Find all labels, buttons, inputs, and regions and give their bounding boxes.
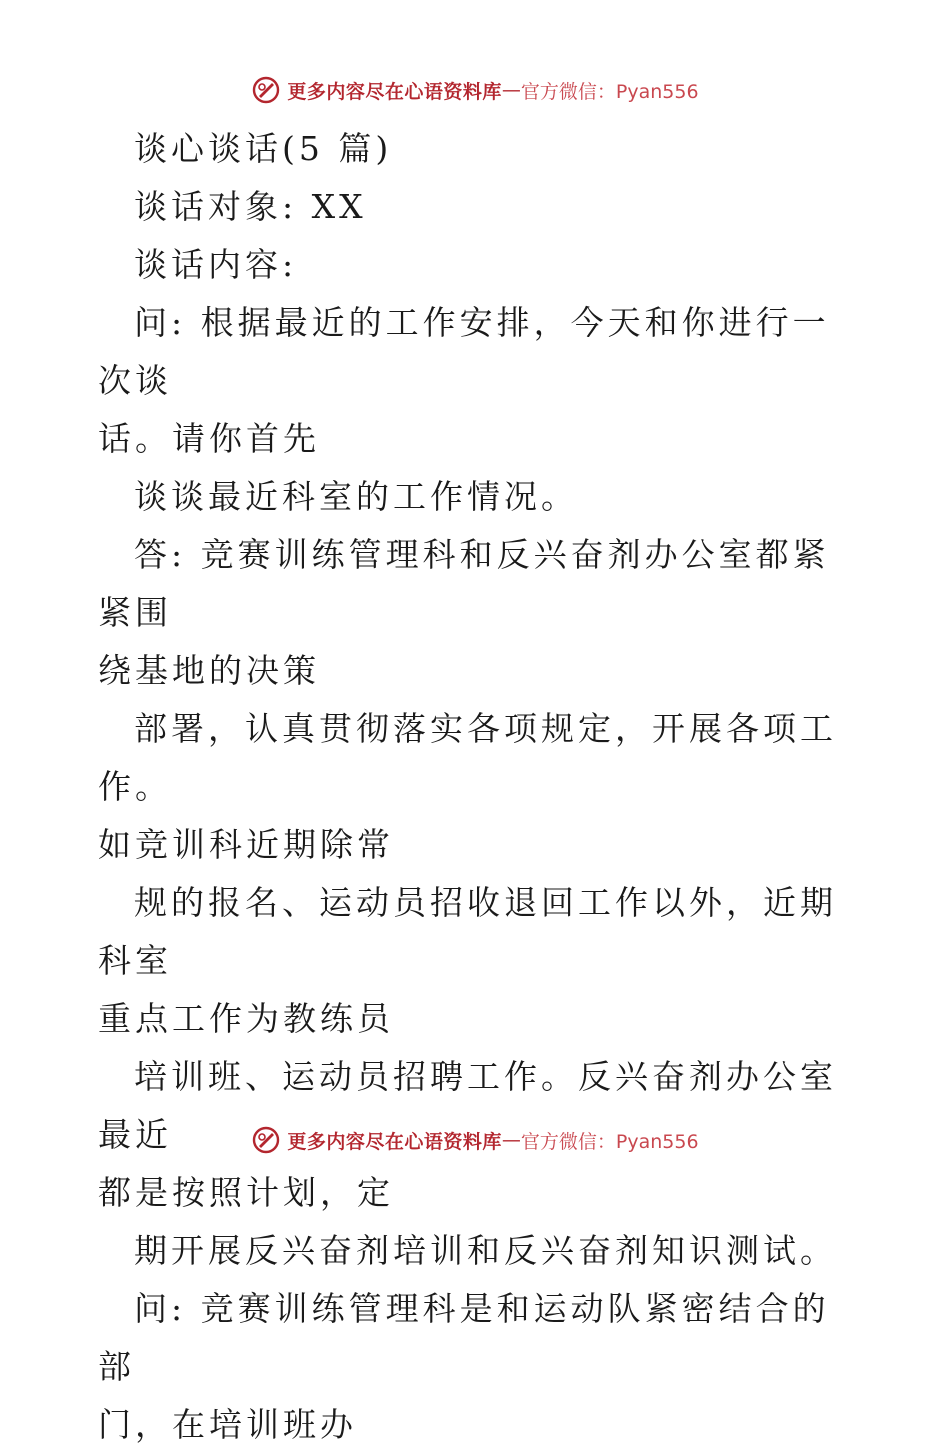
banner-dash: — xyxy=(501,79,521,101)
doc-line: 谈谈最近科室的工作情况。 xyxy=(134,477,578,516)
doc-line: 部署，认真贯彻落实各项规定，开展各项工作。 xyxy=(98,709,837,806)
doc-line: 谈心谈话(5 篇) xyxy=(134,129,393,168)
banner-lead-text: 更多内容尽在心语资料库 xyxy=(287,1130,502,1153)
banner-dash: — xyxy=(501,1129,521,1151)
doc-line: 规的报名、运动员招收退回工作以外，近期科室 xyxy=(98,883,837,980)
doc-line: 都是按照计划，定 xyxy=(98,1173,394,1212)
brand-logo-icon xyxy=(251,1125,281,1155)
document-body xyxy=(98,120,858,1454)
doc-line: 谈话对象: XX xyxy=(134,187,367,226)
doc-line: 门，在培训班办 xyxy=(98,1405,357,1444)
doc-line: 话。请你首先 xyxy=(98,419,320,458)
header-watermark-banner xyxy=(0,70,950,110)
doc-line: 绕基地的决策 xyxy=(98,651,320,690)
doc-line: 培训班、运动员招聘工作。反兴奋剂办公室最近 xyxy=(98,1057,837,1154)
banner-lead-text: 更多内容尽在心语资料库 xyxy=(287,80,502,103)
brand-logo-icon xyxy=(251,75,281,105)
doc-line: 答: 竞赛训练管理科和反兴奋剂办公室都紧紧围 xyxy=(98,535,830,632)
doc-line: 期开展反兴奋剂培训和反兴奋剂知识测试。 xyxy=(134,1231,837,1270)
doc-line: 如竞训科近期除常 xyxy=(98,825,394,864)
doc-line: 谈话内容: xyxy=(134,245,298,284)
doc-line: 问: 竞赛训练管理科是和运动队紧密结合的部 xyxy=(98,1289,830,1386)
footer-watermark-banner xyxy=(0,1120,950,1160)
banner-wechat-text: 官方微信：Pyan556 xyxy=(520,80,699,103)
doc-line: 问: 根据最近的工作安排，今天和你进行一次谈 xyxy=(98,303,830,400)
doc-line: 重点工作为教练员 xyxy=(98,999,394,1038)
banner-wechat-text: 官方微信：Pyan556 xyxy=(520,1130,699,1153)
